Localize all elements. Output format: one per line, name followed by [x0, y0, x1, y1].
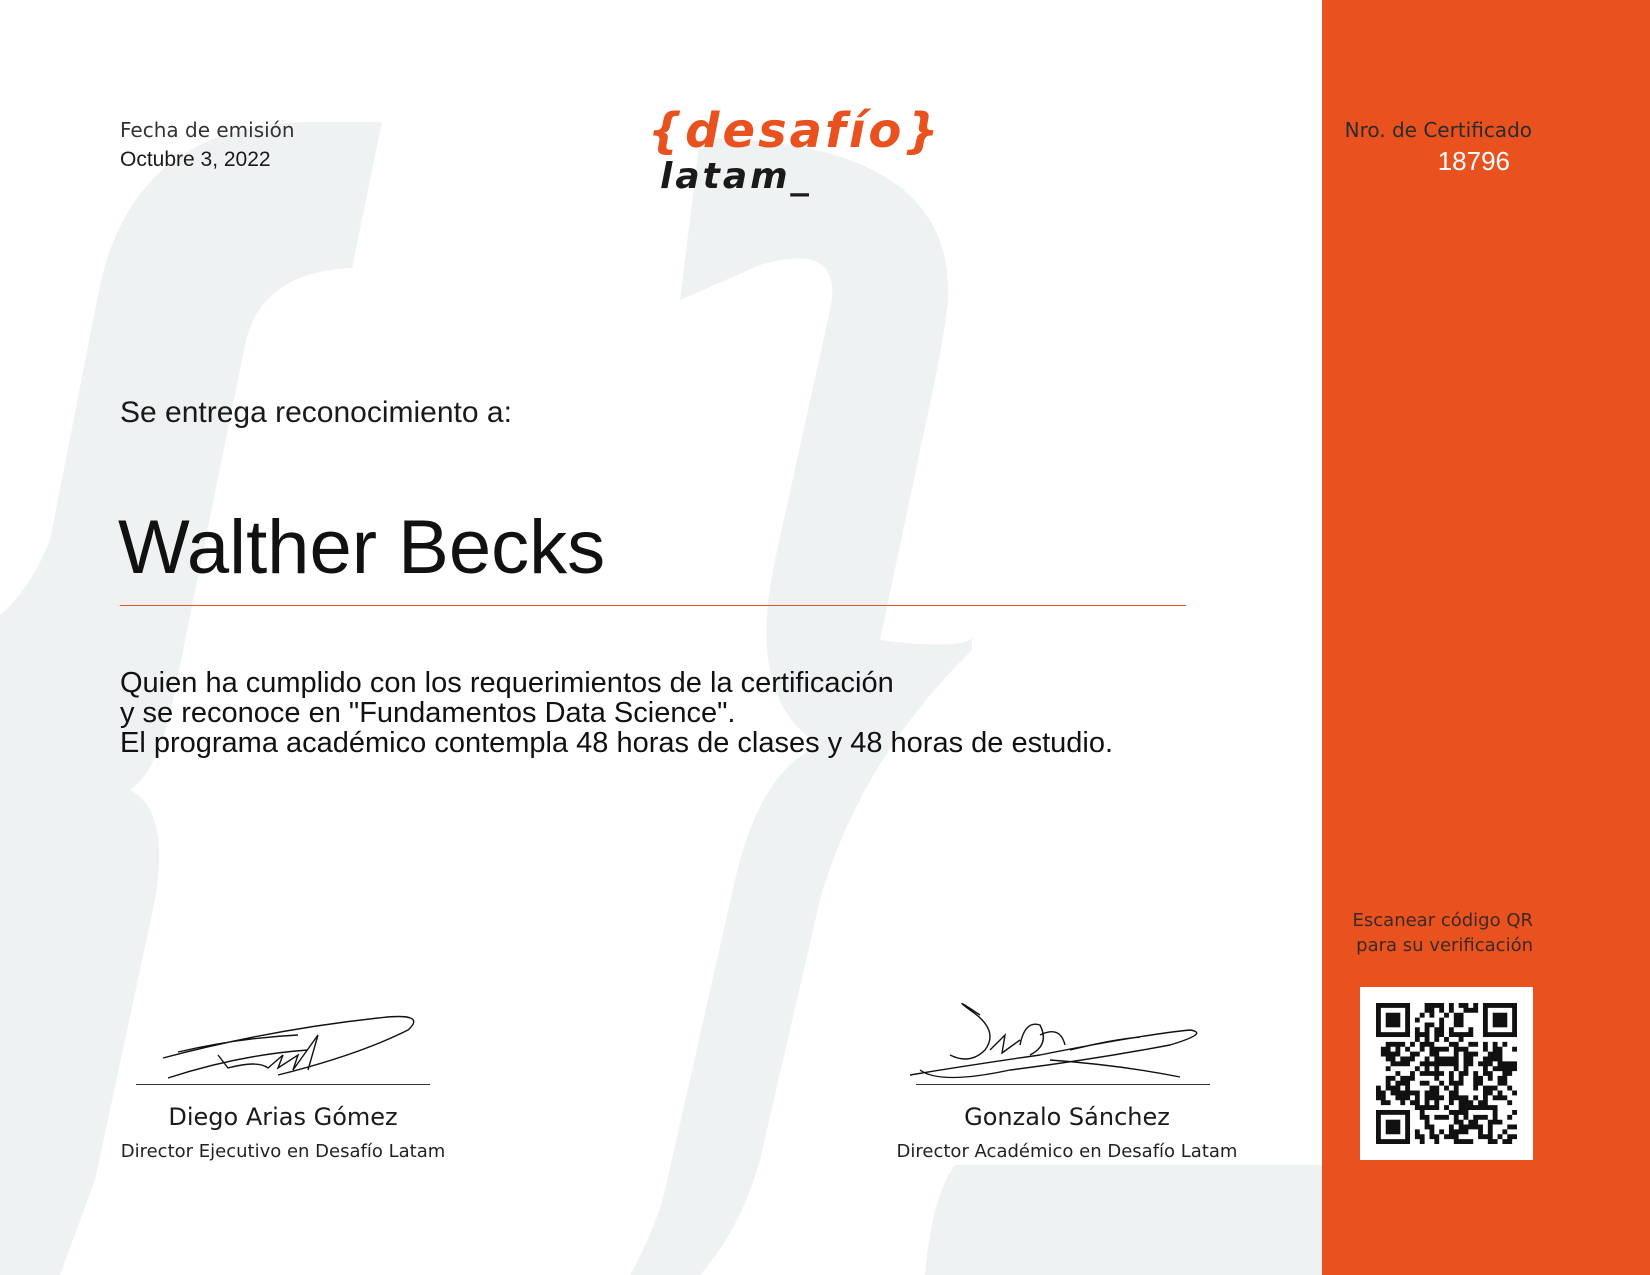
- certification-description: [120, 668, 1113, 758]
- qr-code[interactable]: [1360, 987, 1533, 1160]
- signer-name: Diego Arias Gómez: [168, 1103, 398, 1131]
- qr-finder: [1493, 1013, 1508, 1028]
- signer-role: Director Académico en Desafío Latam: [896, 1141, 1238, 1162]
- signature-line-right: [916, 1084, 1210, 1085]
- signer-role: Director Ejecutivo en Desafío Latam: [120, 1141, 446, 1162]
- qr-caption-line: Escanear código QR: [1352, 910, 1533, 931]
- issue-date-value: Octubre 3, 2022: [120, 148, 271, 171]
- qr-caption: [1322, 908, 1533, 958]
- description-line: Quien ha cumplido con los requerimientos de la certificación: [120, 667, 894, 699]
- signature-right: [890, 995, 1240, 1090]
- recognition-intro: Se entrega reconocimiento a:: [120, 396, 512, 429]
- recipient-name: Walther Becks: [118, 505, 606, 590]
- qr-caption-line: para su verificación: [1356, 935, 1533, 956]
- qr-finder: [1386, 1013, 1401, 1028]
- certificate-number-label: Nro. de Certificado: [1344, 118, 1532, 142]
- signer-left: [100, 1103, 466, 1162]
- certificate-number-value: 18796: [1437, 146, 1510, 176]
- signature-line-left: [136, 1084, 430, 1085]
- signature-left: [118, 1000, 448, 1080]
- logo-latam: latam_: [660, 156, 812, 197]
- certificate-number-block: [1322, 118, 1532, 177]
- issue-date-block: [120, 118, 295, 172]
- issue-date-label: Fecha de emisión: [120, 118, 295, 142]
- description-line: y se reconoce en "Fundamentos Data Science".: [120, 697, 736, 729]
- qr-code-icon: [1376, 1003, 1517, 1144]
- signature-scribble-left: [118, 1000, 448, 1080]
- signer-name: Gonzalo Sánchez: [964, 1103, 1170, 1131]
- desafio-latam-logo: [648, 103, 942, 198]
- qr-finder: [1386, 1120, 1401, 1135]
- logo-desafio: {desafío}: [648, 103, 942, 159]
- name-underline: [120, 605, 1186, 606]
- signature-scribble-right: [890, 995, 1240, 1090]
- signer-right: [880, 1103, 1254, 1162]
- description-line: El programa académico contempla 48 horas de clases y 48 horas de estudio.: [120, 727, 1114, 759]
